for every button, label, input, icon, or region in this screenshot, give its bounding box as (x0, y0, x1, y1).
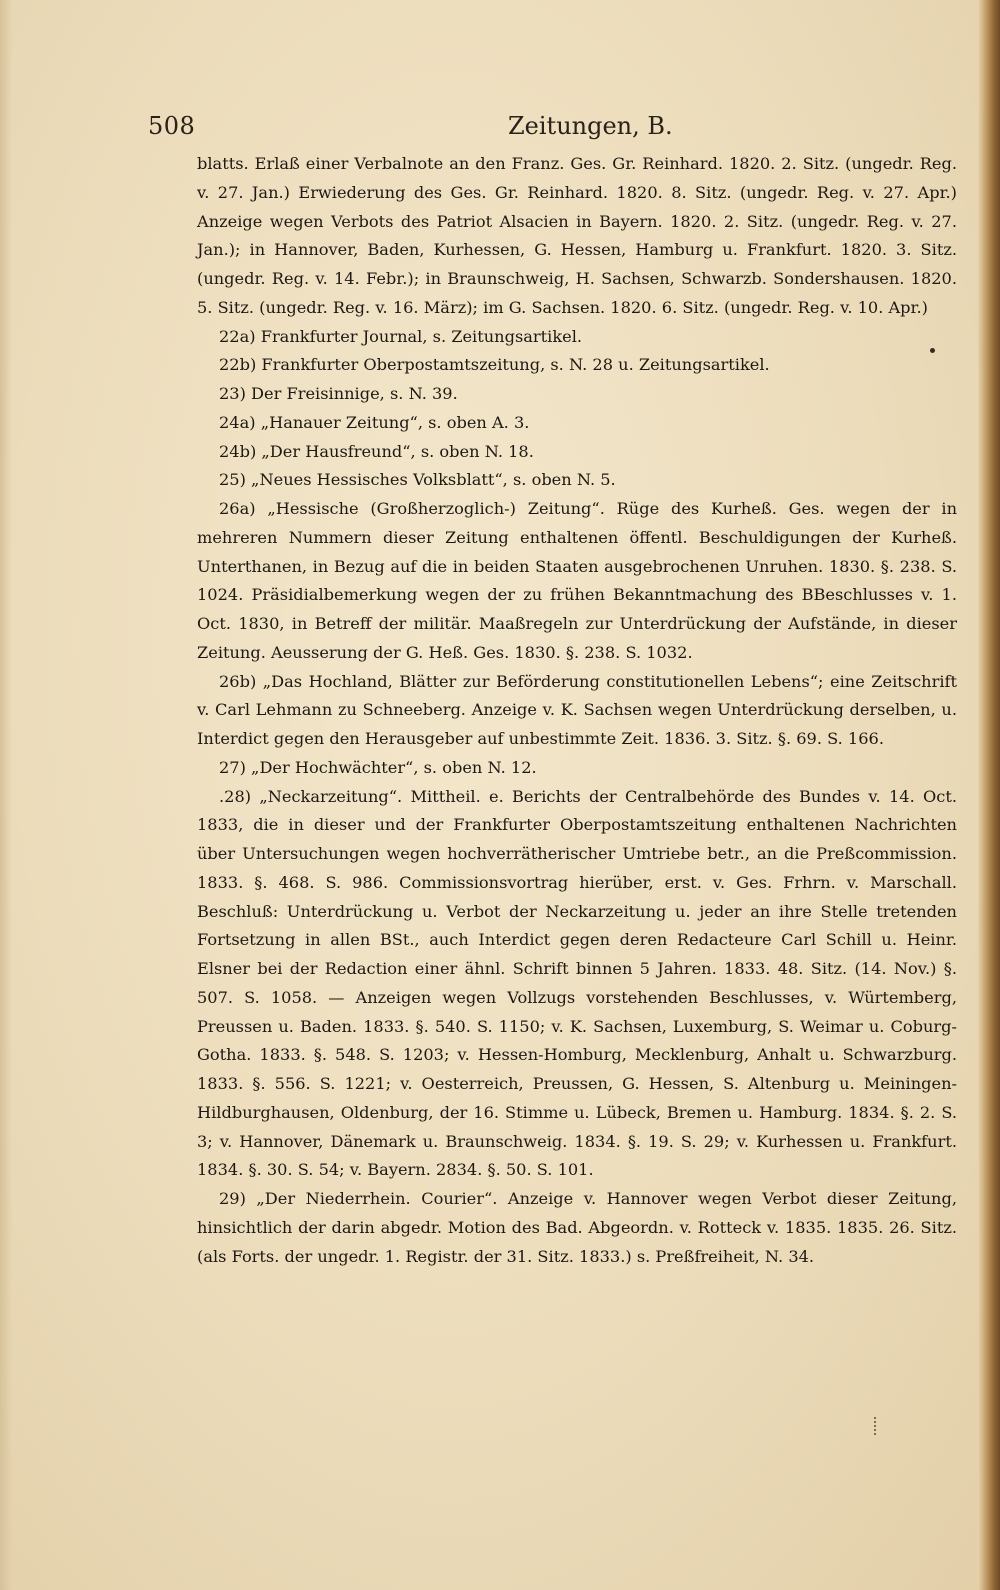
entry-24a: 24a) „Hanauer Zeitung“, s. oben A. 3. (219, 412, 530, 432)
entry-26a: 26a) „Hessische (Großherzoglich-) Zeitung“. Rüge des Kurheß. Ges. wegen der in mehreren Nummern dieser Zeitung enthaltenen öffentl. Beschuldigungen der Kurheß. Unterthanen, in Bezug auf die in beiden Staaten ausgebrochenen Unruhen. 1830. §. 238. S. 1024. Präsidialbemerkung wegen der zu frühen Bekanntmachung des BBeschlusses v. 1. Oct. 1830, in Betreff der militär. Maaßregeln zur Unterdrückung der Aufstände, in dieser Zeitung. Aeusserung der G. Heß. Ges. 1830. §. 238. S. 1032. (197, 499, 957, 662)
entry-29: 29) „Der Niederrhein. Courier“. Anzeige v. Hannover wegen Verbot dieser Zeitung, hinsichtlich der darin abgedr. Motion des Bad. Abgeordn. v. Rotteck v. 1835. 1835. 26. Sitz. (als Forts. der ungedr. 1. Registr. der 31. Sitz. 1833.) s. Preßfreiheit, N. 34. (197, 1189, 957, 1266)
page-number: 508 (148, 112, 196, 140)
body-text (197, 150, 957, 1271)
running-title: Zeitungen, B. (508, 112, 673, 140)
entry-22a: 22a) Frankfurter Journal, s. Zeitungsartikel. (219, 326, 583, 346)
margin-mark (874, 1417, 879, 1435)
entry-24b: 24b) „Der Hausfreund“, s. oben N. 18. (219, 441, 534, 461)
entry-22b: 22b) Frankfurter Oberpostamtszeitung, s. N. 28 u. Zeitungsartikel. (219, 355, 770, 375)
page-right-edge (978, 0, 1000, 1590)
entry-25: 25) „Neues Hessisches Volksblatt“, s. oben N. 5. (219, 470, 616, 490)
page-left-shadow (0, 0, 12, 1590)
entry-23: 23) Der Freisinnige, s. N. 39. (219, 384, 458, 403)
entry-continuation: blatts. Erlaß einer Verbalnote an den Franz. Ges. Gr. Reinhard. 1820. 2. Sitz. (ungedr. Reg. v. 27. Jan.) Erwiederung des Ges. Gr. Reinhard. 1820. 8. Sitz. (ungedr. Reg. v. 27. Apr.) Anzeige wegen Verbots des Patriot Alsacien in Bayern. 1820. 2. Sitz. (ungedr. Reg. v. 27. Jan.); in Hannover, Baden, Kurhessen, G. Hessen, Hamburg u. Frankfurt. 1820. 3. Sitz. (ungedr. Reg. v. 14. Febr.); in Braunschweig, H. Sachsen, Schwarzb. Sondershausen. 1820. 5. Sitz. (ungedr. Reg. v. 16. März); im G. Sachsen. 1820. 6. Sitz. (ungedr. Reg. v. 10. Apr.) (197, 154, 957, 317)
page-header (148, 108, 953, 148)
entry-26b: 26b) „Das Hochland, Blätter zur Beförderung constitutionellen Lebens“; eine Zeitschrift v. Carl Lehmann zu Schneeberg. Anzeige v. K. Sachsen wegen Unterdrückung derselben, u. Interdict gegen den Herausgeber auf unbestimmte Zeit. 1836. 3. Sitz. §. 69. S. 166. (197, 671, 957, 748)
entry-28: .28) „Neckarzeitung“. Mittheil. e. Berichts der Centralbehörde des Bundes v. 14. Oct. 1833, die in dieser und der Frankfurter Oberpostamtszeitung enthaltenen Nachrichten über Untersuchungen wegen hochverrätherischer Umtriebe betr., an die Preßcommission. 1833. §. 468. S. 986. Commissionsvortrag hierüber, erst. v. Ges. Frhrn. v. Marschall. Beschluß: Unterdrückung u. Verbot der Neckarzeitung u. jeder an ihre Stelle tretenden Fortsetzung in allen BSt., auch Interdict gegen deren Redacteure Carl Schill u. Heinr. Elsner bei der Redaction einer ähnl. Schrift binnen 5 Jahren. 1833. 48. Sitz. (14. Nov.) §. 507. S. 1058. — Anzeigen wegen Vollzugs vorstehenden Beschlusses, v. Würtemberg, Preussen u. Baden. 1833. §. 540. S. 1150; v. K. Sachsen, Luxemburg, S. Weimar u. Coburg-Gotha. 1833. §. 548. S. 1203; v. Hessen-Homburg, Mecklenburg, Anhalt u. Schwarzburg. 1833. §. 556. S. 1221; v. Oesterreich, Preussen, G. Hessen, S. Altenburg u. Meiningen-Hildburghausen, Oldenburg, der 16. Stimme u. Lübeck, Bremen u. Hamburg. 1834. §. 2. S. 3; v. Hannover, Dänemark u. Braunschweig. 1834. §. 19. S. 29; v. Kurhessen u. Frankfurt. 1834. §. 30. S. 54; v. Bayern. 2834. §. 50. S. 101. (197, 786, 957, 1180)
entry-27: 27) „Der Hochwächter“, s. oben N. 12. (219, 757, 537, 777)
